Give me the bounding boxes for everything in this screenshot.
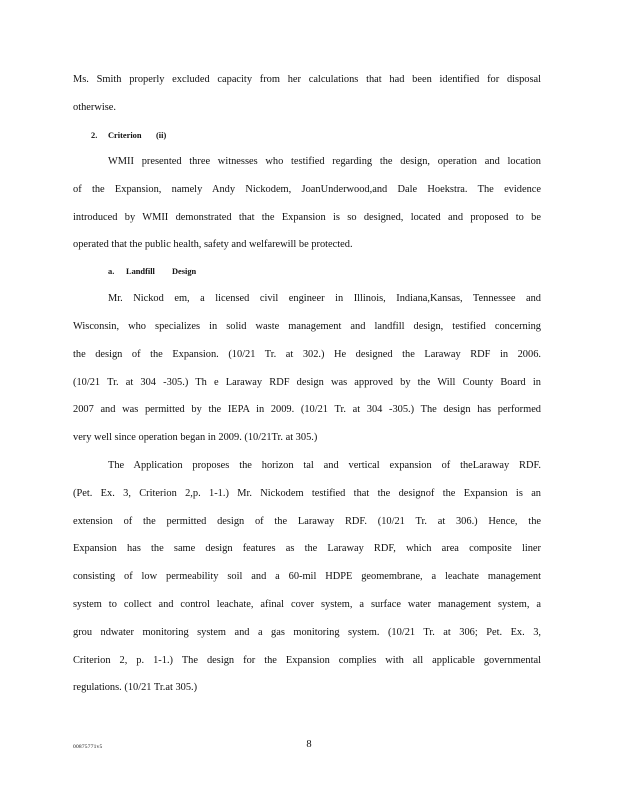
body-line: (10/21 Tr. at 304 -305.) Th e Laraway RDF design was approved by the Will County Board in	[73, 377, 541, 388]
section-number: 2.	[91, 131, 98, 140]
body-line: Expansion has the same design features as the Laraway RDF, which area composite liner	[73, 543, 541, 554]
body-line: Wisconsin, who specializes in solid waste management and landfill design, testified concerning	[73, 321, 541, 332]
body-line: Criterion 2, p. 1-1.) The design for the Expansion complies with all applicable governmental	[73, 655, 541, 666]
document-id: 00875771v5	[73, 744, 103, 750]
subsection-number: a.	[108, 267, 115, 276]
body-line: Ms. Smith properly excluded capacity from her calculations that had been identified for disposal	[73, 74, 541, 85]
body-line: Mr. Nickod em, a licensed civil engineer in Illinois, Indiana,Kansas, Tennessee and	[108, 293, 541, 304]
section-heading: Criterion	[108, 131, 142, 140]
body-line: system to collect and control leachate, afinal cover system, a surface water management system, a	[73, 599, 541, 610]
body-line: The Application proposes the horizon tal and vertical expansion of theLaraway RDF.	[108, 460, 541, 471]
body-line: otherwise.	[73, 102, 116, 113]
page-number: 8	[306, 739, 312, 750]
body-line: extension of the permitted design of the Laraway RDF. (10/21 Tr. at 306.) Hence, the	[73, 516, 541, 527]
subsection-heading: Landfill	[126, 267, 155, 276]
subsection-suffix: Design	[172, 267, 197, 276]
body-line: (Pet. Ex. 3, Criterion 2,p. 1-1.) Mr. Nickodem testified that the designof the Expansion is an	[73, 488, 541, 499]
body-line: 2007 and was permitted by the IEPA in 2009. (10/21 Tr. at 304 -305.) The design has performed	[73, 404, 541, 415]
body-line: of the Expansion, namely Andy Nickodem, JoanUnderwood,and Dale Hoekstra. The evidence	[73, 184, 541, 195]
body-line: WMII presented three witnesses who testified regarding the design, operation and location	[108, 156, 541, 167]
section-suffix: (ii)	[156, 131, 167, 140]
body-line: the design of the Expansion. (10/21 Tr. at 302.) He designed the Laraway RDF in 2006.	[73, 349, 541, 360]
body-line: regulations. (10/21 Tr.at 305.)	[73, 682, 198, 693]
body-line: introduced by WMII demonstrated that the Expansion is so designed, located and proposed to be	[73, 212, 541, 223]
body-line: operated that the public health, safety and welfarewill be protected.	[73, 239, 353, 250]
body-line: very well since operation began in 2009. (10/21Tr. at 305.)	[73, 432, 318, 443]
body-line: grou ndwater monitoring system and a gas monitoring system. (10/21 Tr. at 306; Pet. Ex. 3,	[73, 627, 541, 638]
body-line: consisting of low permeability soil and a 60-mil HDPE geomembrane, a leachate management	[73, 571, 541, 582]
